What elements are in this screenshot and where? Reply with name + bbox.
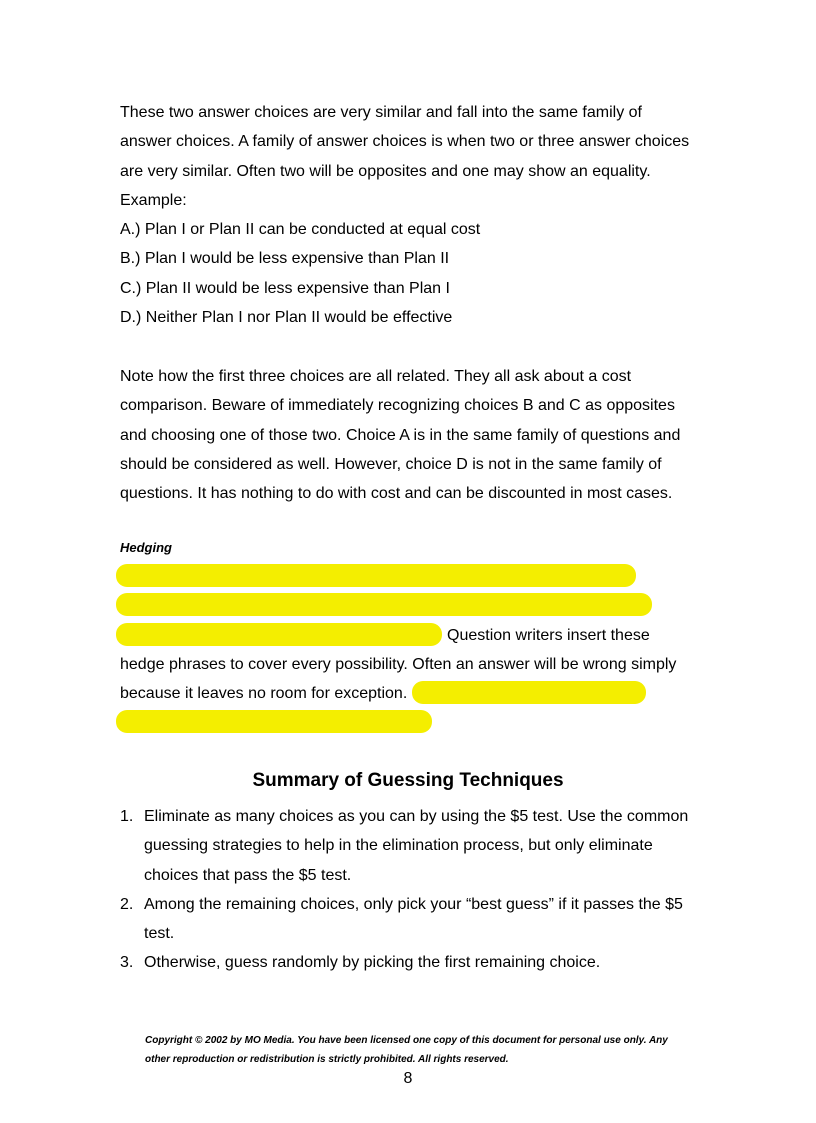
text-line: choices that pass the $5 test. — [144, 866, 352, 884]
hedging-text: because it leaves no room for exception. — [120, 685, 408, 702]
text-line: questions. It has nothing to do with cost and can be discounted in most cases. — [120, 485, 673, 503]
list-number: 1. — [120, 808, 134, 825]
list-item — [120, 802, 720, 890]
hedging-heading: Hedging — [120, 540, 172, 555]
text-line: Note how the first three choices are all related. They all ask about a cost — [120, 368, 632, 385]
text-line: answer choices. A family of answer choices is when two or three answer choices — [120, 133, 690, 151]
page-number: 8 — [403, 1070, 413, 1087]
highlight-redaction — [116, 623, 442, 646]
highlight-redaction — [116, 710, 432, 733]
text-line: These two answer choices are very similar and fall into the same family of — [120, 104, 642, 121]
text-line: should be considered as well. However, choice D is not in the same family of — [120, 455, 662, 473]
example-choice-b: B.) Plan I would be less expensive than Plan II — [120, 250, 450, 268]
paragraph-cost-comparison — [120, 362, 720, 508]
text-line: are very similar. Often two will be opposites and one may show an equality. — [120, 162, 651, 180]
highlight-redaction — [116, 564, 636, 587]
list-item — [120, 948, 720, 977]
highlight-redaction — [412, 681, 646, 704]
example-choice-d: D.) Neither Plan I nor Plan II would be effective — [120, 309, 453, 327]
text-line: test. — [144, 925, 175, 943]
copyright-footer — [145, 1031, 725, 1069]
hedging-text: hedge phrases to cover every possibility. Often an answer will be wrong simply — [120, 656, 677, 673]
text-line: and choosing one of those two. Choice A is in the same family of questions and — [120, 426, 681, 444]
list-number: 2. — [120, 895, 134, 913]
list-item — [120, 890, 720, 949]
highlight-redaction — [116, 593, 652, 616]
text-line: comparison. Beware of immediately recognizing choices B and C as opposites — [120, 397, 675, 415]
paragraph-answer-families — [120, 98, 720, 332]
example-choice-a: A.) Plan I or Plan II can be conducted at equal cost — [120, 221, 481, 239]
hedging-text: Question writers insert these — [447, 627, 650, 644]
text-line: Eliminate as many choices as you can by using the $5 test. Use the common — [144, 808, 689, 825]
text-line: Otherwise, guess randomly by picking the first remaining choice. — [144, 954, 601, 972]
text-line: Example: — [120, 191, 187, 209]
summary-list — [120, 802, 720, 978]
text-line: Among the remaining choices, only pick your “best guess” if it passes the $5 — [144, 895, 683, 913]
summary-title: Summary of Guessing Techniques — [252, 770, 564, 791]
footer-line: Copyright © 2002 by MO Media. You have been licensed one copy of this document for personal use only. Any — [145, 1035, 668, 1046]
list-number: 3. — [120, 954, 134, 972]
text-line: guessing strategies to help in the elimination process, but only eliminate — [144, 837, 653, 855]
footer-line: other reproduction or redistribution is strictly prohibited. All rights reserved. — [145, 1054, 509, 1065]
example-choice-c: C.) Plan II would be less expensive than Plan I — [120, 279, 450, 297]
